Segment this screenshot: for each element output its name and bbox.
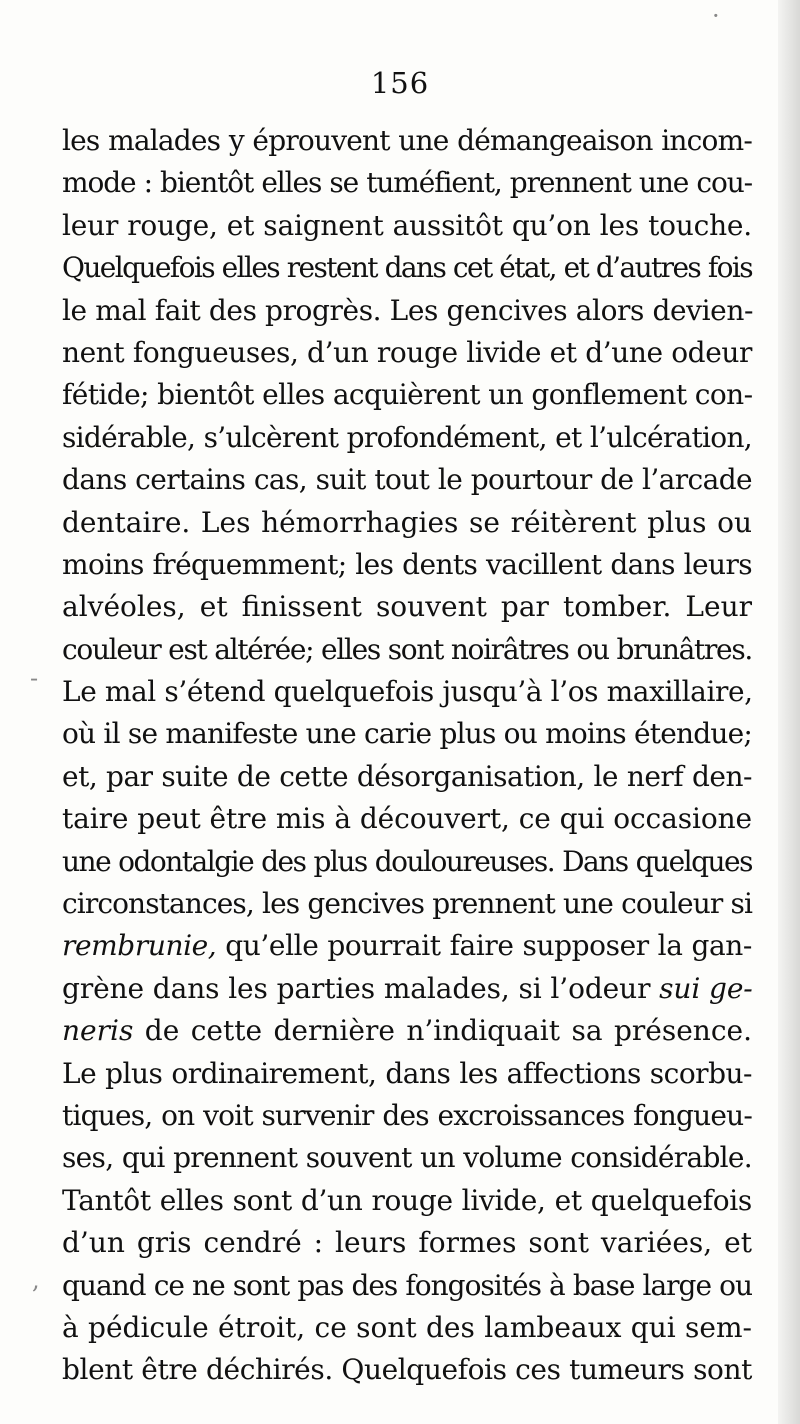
italic-term: sui ge- — [659, 971, 753, 1005]
text-line: quand ce ne sont pas des fongosités à base large ou — [62, 1268, 752, 1302]
line-text: de cette dernière n’indiquait sa présence. — [133, 1014, 752, 1048]
text-line: mode : bientôt elles se tuméfient, prennent une cou- — [62, 166, 752, 200]
text-line: fétide; bientôt elles acquièrent un gonflement con- — [62, 378, 753, 412]
text-line — [62, 1010, 752, 1052]
page-edge-shadow — [778, 0, 800, 1424]
page-number: 156 — [370, 66, 430, 100]
text-line: moins fréquemment; les dents vacillent dans leurs — [62, 547, 752, 581]
text-line — [62, 968, 752, 1010]
text-line: et, par suite de cette désorganisation, le nerf den- — [62, 759, 752, 793]
text-line: circonstances, les gencives prennent une couleur si — [62, 887, 752, 921]
text-line: Le mal s’étend quelquefois jusqu’à l’os maxillaire, — [62, 675, 753, 709]
text-line: le mal fait des progrès. Les gencives alors devien- — [62, 293, 754, 327]
margin-speck: - — [30, 664, 39, 692]
margin-speck: , — [32, 1266, 40, 1294]
text-line: Tantôt elles sont d’un rouge livide, et quelquefois — [62, 1183, 752, 1217]
text-line: à pédicule étroit, ce sont des lambeaux qui sem- — [62, 1310, 752, 1344]
text-line: alvéoles, et finissent souvent par tomber. Leur — [62, 590, 752, 624]
text-line: Le plus ordinairement, dans les affections scorbu- — [62, 1056, 752, 1090]
italic-term: rembrunie, — [62, 929, 217, 963]
text-line: d’un gris cendré : leurs formes sont variées, et — [62, 1226, 752, 1260]
line-text: grène dans les parties malades, si l’odeur — [62, 971, 660, 1005]
text-line: blent être déchirés. Quelquefois ces tumeurs sont — [62, 1353, 752, 1387]
italic-term: neris — [62, 1014, 134, 1048]
text-line: les malades y éprouvent une démangeaison incom- — [62, 124, 752, 157]
text-line: nent fongueuses, d’un rouge livide et d’une odeur — [62, 335, 752, 369]
text-line: sidérable, s’ulcèrent profondément, et l’ulcération, — [62, 420, 752, 454]
text-line: leur rouge, et saignent aussitôt qu’on les touche. — [62, 208, 752, 242]
body-text — [62, 120, 752, 1392]
text-line — [62, 925, 752, 967]
text-line: une odontalgie des plus douloureuses. Dans quelques — [62, 844, 752, 878]
text-line: ses, qui prennent souvent un volume considérable. — [62, 1141, 752, 1175]
text-line: taire peut être mis à découvert, ce qui occasione — [62, 802, 752, 836]
text-line: dans certains cas, suit tout le pourtour de l’arcade — [62, 463, 752, 497]
text-line: où il se manifeste une carie plus ou moins étendue; — [62, 717, 752, 751]
line-text: qu’elle pourrait faire supposer la gan- — [216, 929, 752, 963]
text-line: Quelquefois elles restent dans cet état, et d’autres fois — [62, 251, 752, 285]
margin-speck: · — [712, 2, 720, 30]
text-line: dentaire. Les hémorrhagies se réitèrent plus ou — [62, 505, 752, 539]
text-line: tiques, on voit survenir des excroissances fongueu- — [62, 1098, 752, 1132]
text-line: couleur est altérée; elles sont noirâtres ou brunâtres. — [62, 632, 752, 666]
